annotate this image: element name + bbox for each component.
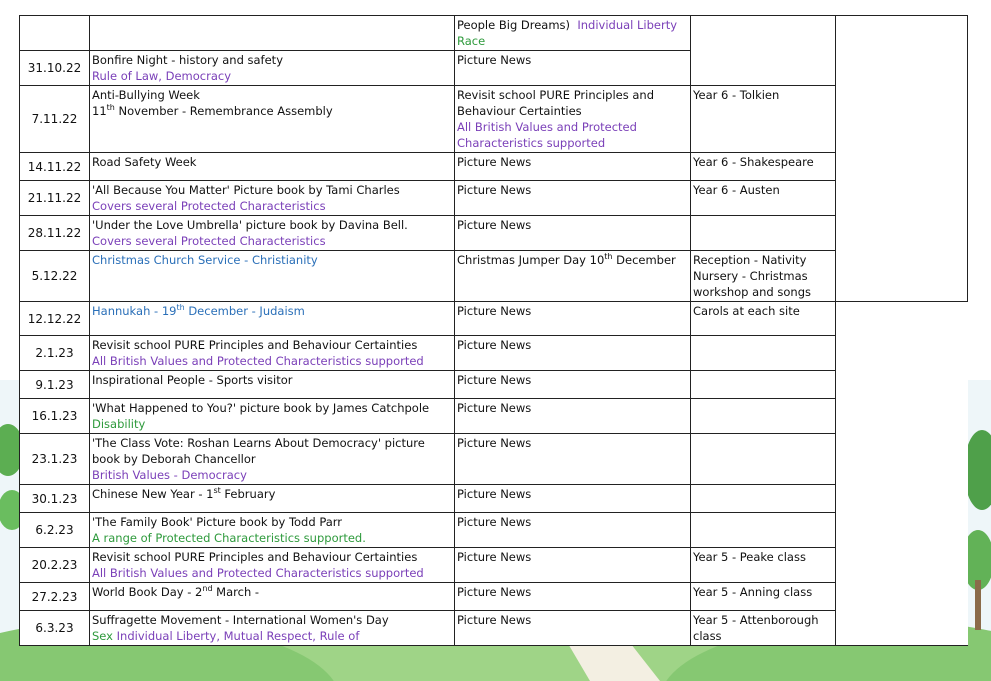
activity-value: Race <box>457 34 486 48</box>
activity-cell: Picture News <box>455 611 691 646</box>
activity-cell: Picture News <box>455 336 691 371</box>
date-cell: 20.2.23 <box>20 548 90 583</box>
event-cell: Christmas Church Service - Christianity <box>90 251 455 302</box>
event-cell <box>90 611 455 646</box>
event-text: 'The Family Book' Picture book by Todd Parr <box>92 515 343 529</box>
activity-cell: Picture News <box>455 399 691 434</box>
activity-cell: Picture News <box>455 513 691 548</box>
activity-value: All British Values and Protected Characteristics supported <box>457 120 637 150</box>
date-cell: 2.1.23 <box>20 336 90 371</box>
date-cell: 6.2.23 <box>20 513 90 548</box>
event-cell <box>90 399 455 434</box>
notes-cell <box>836 302 968 646</box>
activity-cell <box>455 86 691 153</box>
event-text: 'What Happened to You?' picture book by James Catchpole <box>92 401 430 415</box>
date-cell <box>20 16 90 51</box>
activity-cell: Picture News <box>455 216 691 251</box>
table-row <box>20 216 968 251</box>
table-row <box>20 16 968 51</box>
event-cell <box>90 16 455 51</box>
event-value: Covers several Protected Characteristics <box>92 234 326 248</box>
year-cell: Year 5 - Anning class <box>691 583 836 611</box>
activity-cell: Picture News <box>455 181 691 216</box>
table-row <box>20 513 968 548</box>
event-cell: World Book Day - 2nd March - <box>90 583 455 611</box>
year-cell: Year 6 - Tolkien <box>691 86 836 153</box>
date-cell: 14.11.22 <box>20 153 90 181</box>
year-text-2: Nursery - Christmas workshop and songs <box>693 269 811 299</box>
event-text: Revisit school PURE Principles and Behaviour Certainties <box>92 550 418 564</box>
date-cell: 28.11.22 <box>20 216 90 251</box>
event-value: Covers several Protected Characteristics <box>92 199 326 213</box>
table-row <box>20 611 968 646</box>
date-cell: 30.1.23 <box>20 485 90 513</box>
event-value: All British Values and Protected Characteristics supported <box>92 354 424 368</box>
year-cell <box>691 16 836 86</box>
date-cell: 7.11.22 <box>20 86 90 153</box>
calendar-table <box>19 15 968 646</box>
event-value: Sex Individual Liberty, Mutual Respect, Rule of <box>92 629 360 643</box>
event-text: Revisit school PURE Principles and Behaviour Certainties <box>92 338 418 352</box>
year-cell: Carols at each site <box>691 302 836 336</box>
event-text: 'All Because You Matter' Picture book by Tami Charles <box>92 183 400 197</box>
event-text: 'Under the Love Umbrella' picture book by Davina Bell. <box>92 218 408 232</box>
date-cell: 6.3.23 <box>20 611 90 646</box>
year-cell: Year 6 - Shakespeare <box>691 153 836 181</box>
event-text: 'The Class Vote: Roshan Learns About Democracy' picture book by Deborah Chancellor <box>92 436 425 466</box>
activity-cell: Picture News <box>455 548 691 583</box>
table-row <box>20 548 968 583</box>
date-cell: 21.11.22 <box>20 181 90 216</box>
date-cell: 5.12.22 <box>20 251 90 302</box>
event-cell: Inspirational People - Sports visitor <box>90 371 455 399</box>
date-cell: 16.1.23 <box>20 399 90 434</box>
event-text: Anti-Bullying Week <box>92 88 200 102</box>
event-cell <box>90 181 455 216</box>
table-row <box>20 434 968 485</box>
table-row <box>20 153 968 181</box>
table-row <box>20 181 968 216</box>
table-row <box>20 399 968 434</box>
event-cell <box>90 336 455 371</box>
year-cell <box>691 216 836 251</box>
table-row <box>20 86 968 153</box>
event-value: British Values - Democracy <box>92 468 247 482</box>
event-cell <box>90 434 455 485</box>
event-cell <box>90 216 455 251</box>
table-row <box>20 251 968 302</box>
year-cell <box>691 336 836 371</box>
date-cell: 23.1.23 <box>20 434 90 485</box>
year-cell <box>691 399 836 434</box>
year-cell <box>691 485 836 513</box>
activity-text: Revisit school PURE Principles and Behaviour Certainties <box>457 88 655 118</box>
event-text: Suffragette Movement - International Women's Day <box>92 613 389 627</box>
notes-cell <box>836 16 968 302</box>
year-cell <box>691 513 836 548</box>
event-cell: Road Safety Week <box>90 153 455 181</box>
activity-cell: Christmas Jumper Day 10th December <box>455 251 691 302</box>
event-value: A range of Protected Characteristics supported. <box>92 531 366 545</box>
event-cell <box>90 548 455 583</box>
activity-cell: Picture News <box>455 485 691 513</box>
event-cell <box>90 86 455 153</box>
table-row <box>20 583 968 611</box>
event-cell <box>90 513 455 548</box>
year-cell: Year 5 - Peake class <box>691 548 836 583</box>
activity-cell: Picture News <box>455 434 691 485</box>
activity-cell: Picture News <box>455 302 691 336</box>
event-text: Bonfire Night - history and safety <box>92 53 283 67</box>
year-cell <box>691 251 836 302</box>
table-row <box>20 302 968 336</box>
activity-cell: Picture News <box>455 153 691 181</box>
activity-value: Individual Liberty <box>577 18 678 32</box>
event-value: All British Values and Protected Characteristics supported <box>92 566 424 580</box>
table-row <box>20 371 968 399</box>
date-cell: 12.12.22 <box>20 302 90 336</box>
year-text: Reception - Nativity <box>693 253 807 267</box>
year-cell: Year 6 - Austen <box>691 181 836 216</box>
event-value: Rule of Law, Democracy <box>92 69 231 83</box>
year-cell <box>691 434 836 485</box>
activity-cell <box>455 16 691 51</box>
table-row <box>20 485 968 513</box>
activity-cell: Picture News <box>455 583 691 611</box>
date-cell: 9.1.23 <box>20 371 90 399</box>
table-row <box>20 336 968 371</box>
event-text-2: 11th November - Remembrance Assembly <box>92 103 333 118</box>
date-cell: 31.10.22 <box>20 51 90 86</box>
year-cell <box>691 371 836 399</box>
activity-cell: Picture News <box>455 51 691 86</box>
date-cell: 27.2.23 <box>20 583 90 611</box>
event-cell: Hannukah - 19th December - Judaism <box>90 302 455 336</box>
activity-text: People Big Dreams) <box>457 18 571 32</box>
activity-cell: Picture News <box>455 371 691 399</box>
event-value: Disability <box>92 417 146 431</box>
event-cell <box>90 51 455 86</box>
event-cell: Chinese New Year - 1st February <box>90 485 455 513</box>
year-cell: Year 5 - Attenborough class <box>691 611 836 646</box>
